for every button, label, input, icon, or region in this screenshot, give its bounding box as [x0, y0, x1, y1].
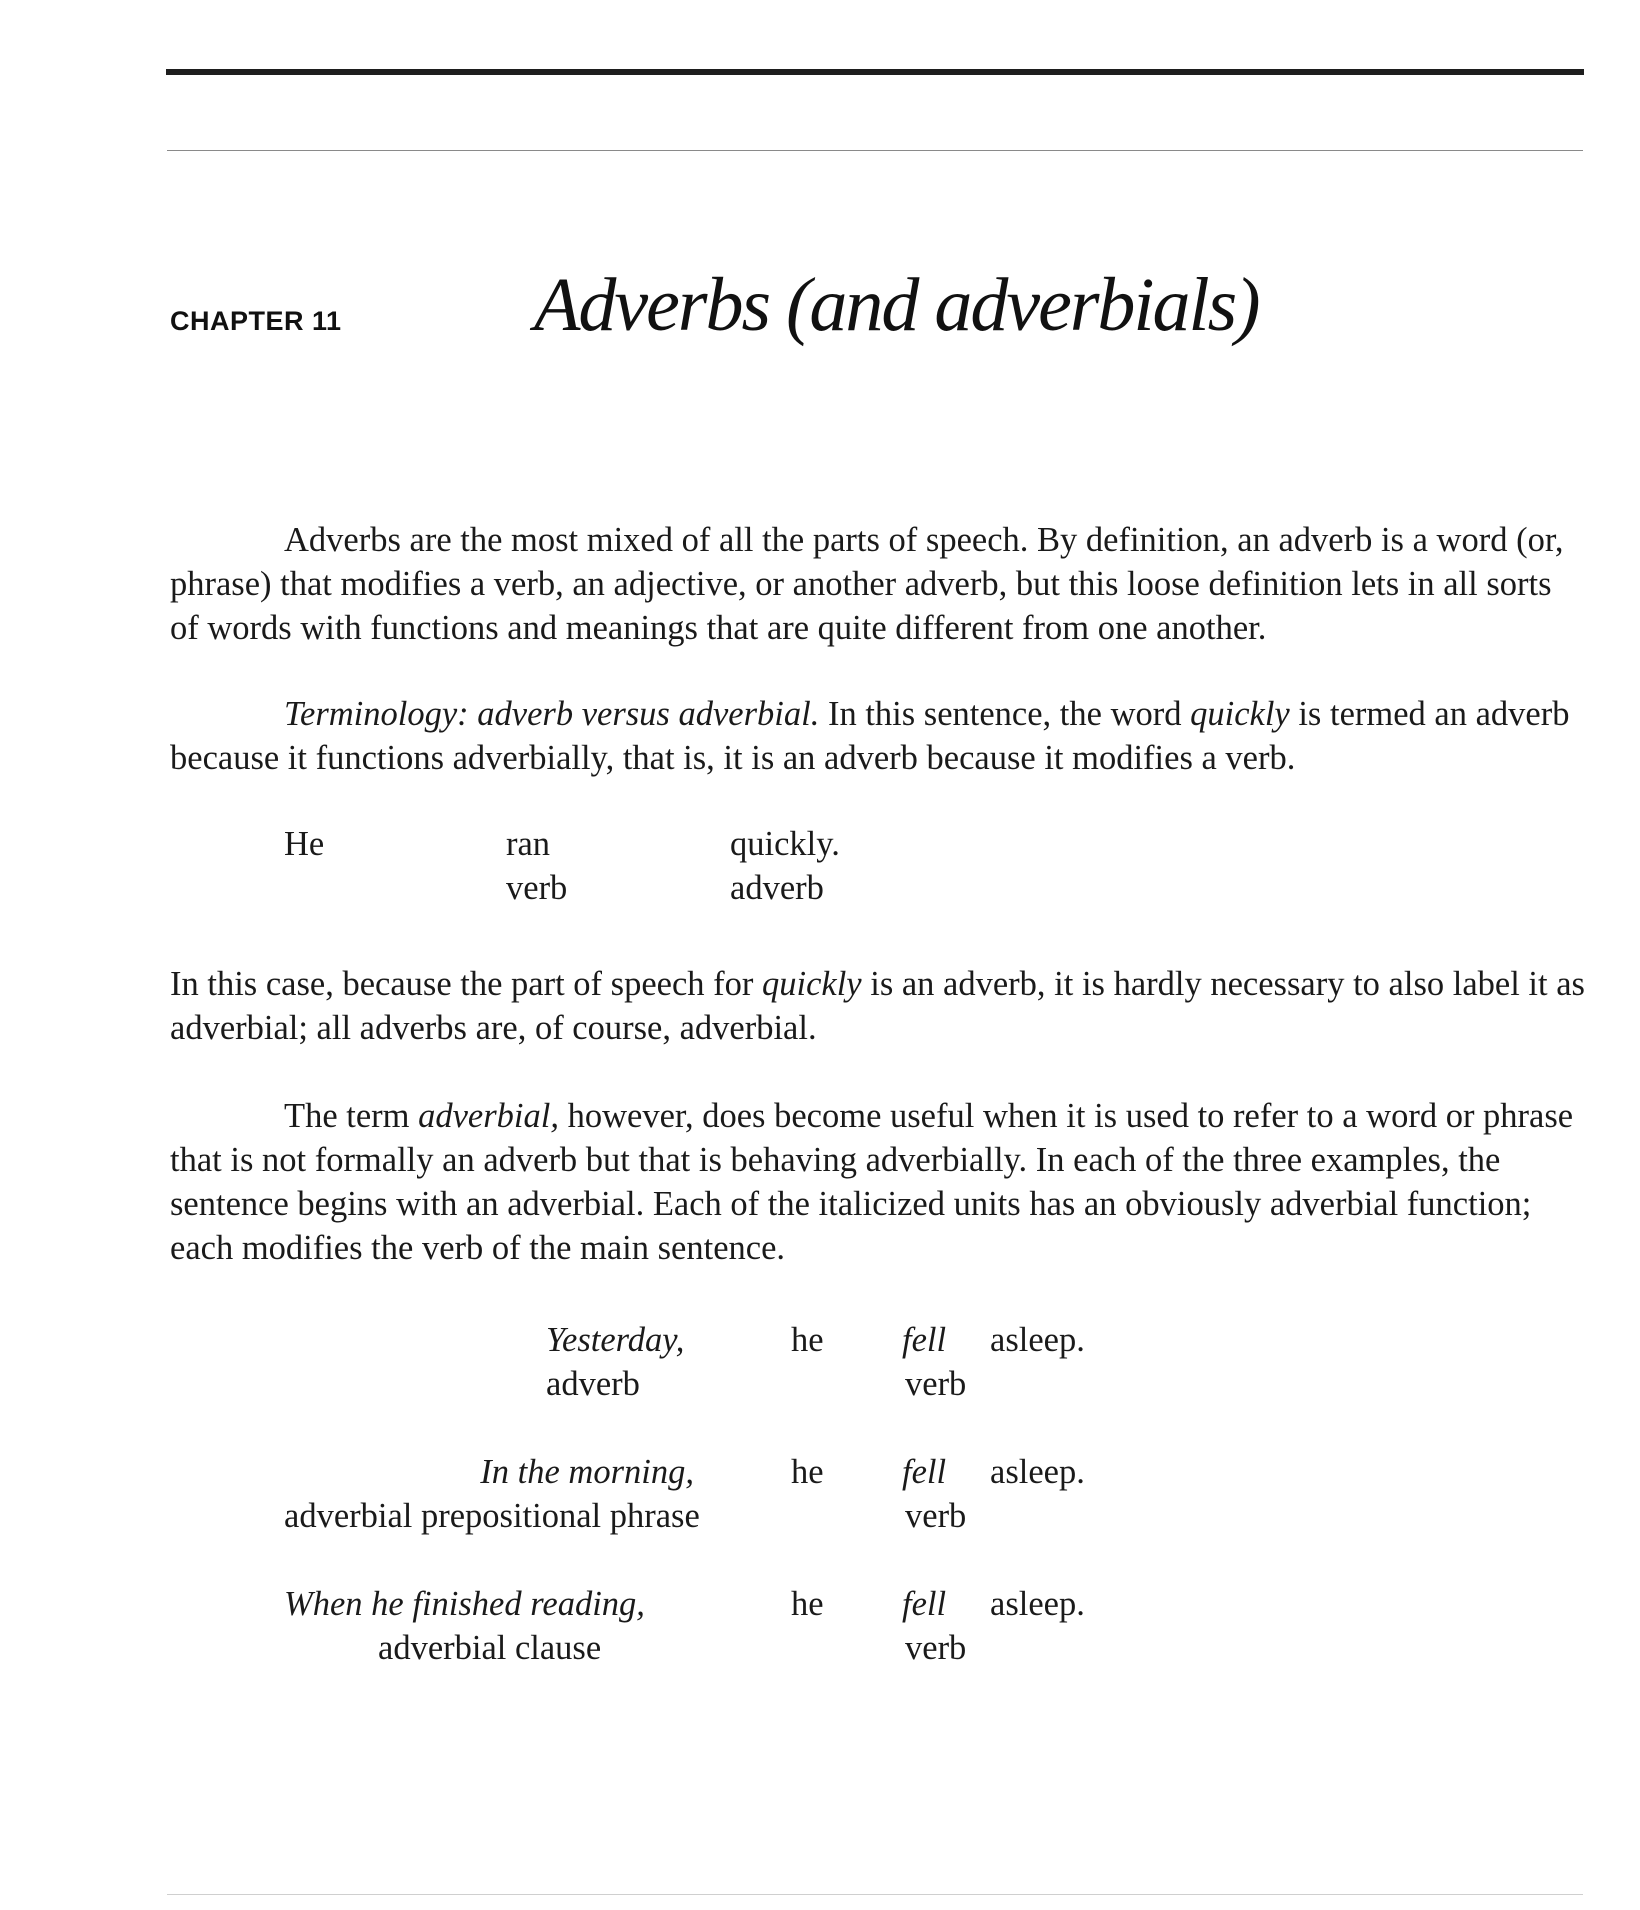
- example-a-adverbial: Yesterday,: [546, 1321, 685, 1359]
- the-term-em: adverbial,: [418, 1097, 559, 1135]
- terminology-text-a: In this sentence, the word: [819, 695, 1191, 733]
- example1-label-adverb: adverb: [730, 869, 824, 907]
- paragraph-the-term: [170, 1094, 1585, 1270]
- paragraph-intro: Adverbs are the most mixed of all the parts of speech. By definition, an adverb is a word (or, phrase) that modifies a verb, an adjective, or another adverb, but this loose definition lets in all sorts of words with functions and meanings that are quite different from one another.: [170, 521, 1564, 647]
- example-a-verb: fell: [902, 1321, 947, 1359]
- example-b-verb-label: verb: [905, 1497, 967, 1535]
- example-a-verb-label: verb: [905, 1365, 967, 1403]
- example-c-adverbial: When he finished reading,: [284, 1585, 645, 1623]
- example-a-adverbial-label: adverb: [546, 1365, 640, 1403]
- example1-word-adverb: quickly.: [730, 825, 840, 863]
- example-b-adverbial-label: adverbial prepositional phrase: [284, 1497, 700, 1535]
- example-b-subject: he: [791, 1453, 824, 1491]
- example-c-adverbial-label: adverbial clause: [378, 1629, 602, 1667]
- chapter-title: Adverbs (and adverbials): [534, 263, 1259, 347]
- paragraph-terminology: [170, 692, 1585, 780]
- terminology-text-b: is termed an adverb because it functions adverbially, that is, it is an adverb because it modifies a verb.: [170, 695, 1570, 777]
- top-thin-rule: [167, 150, 1583, 151]
- example-c-verb-label: verb: [905, 1629, 967, 1667]
- example1-word-subject: He: [284, 825, 325, 863]
- the-term-text-a: The term: [284, 1097, 419, 1135]
- example1-label-verb: verb: [506, 869, 568, 907]
- paragraph-this-case: [170, 962, 1585, 1050]
- example-c-subject: he: [791, 1585, 824, 1623]
- example-c-verb: fell: [902, 1585, 947, 1623]
- terminology-lead: Terminology: adverb versus adverbial.: [284, 695, 820, 733]
- example-b-adverbial: In the morning,: [480, 1453, 694, 1491]
- this-case-text-a: In this case, because the part of speech for: [170, 965, 762, 1003]
- chapter-label: CHAPTER 11: [170, 306, 342, 336]
- example-c-rest: asleep.: [990, 1585, 1085, 1623]
- example-a-rest: asleep.: [990, 1321, 1085, 1359]
- example1-word-verb: ran: [506, 825, 551, 863]
- bottom-rule: [167, 1894, 1583, 1895]
- this-case-em: quickly: [762, 965, 862, 1003]
- example-a-subject: he: [791, 1321, 824, 1359]
- top-thick-rule: [166, 69, 1584, 75]
- this-case-text-b: is an adverb, it is hardly necessary to also label it as adverbial; all adverbs are, of course, adverbial.: [170, 965, 1585, 1047]
- example-b-rest: asleep.: [990, 1453, 1085, 1491]
- example-b-verb: fell: [902, 1453, 947, 1491]
- terminology-em: quickly: [1190, 695, 1290, 733]
- the-term-text-b: however, does become useful when it is used to refer to a word or phrase that is not formally an adverb but that is behaving adverbially. In each of the three examples, the sentence begins with an adverbial. Each of the italicized units has an obviously adverbial function; each modifies the verb of the main sentence.: [170, 1097, 1574, 1267]
